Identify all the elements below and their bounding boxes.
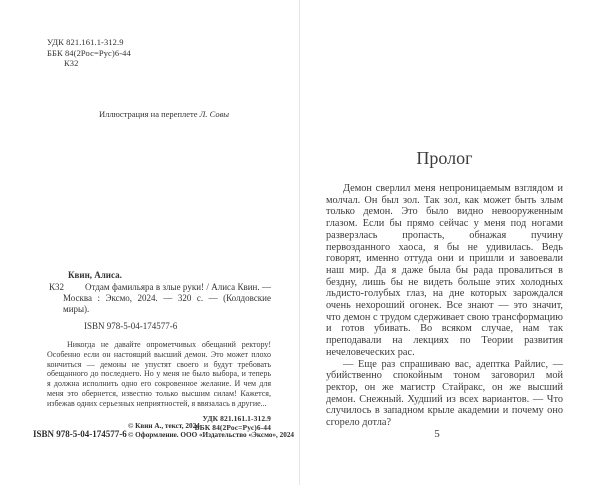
copyright-text-line: © Квин А., текст, 2024 [128,422,200,430]
annotation-text: Никогда не давайте опрометчивых обещаний ректору! Особенно если он настоящий высший демон. Это может плохо кончиться — демоны не упустят своего и будут требовать обещанного до последнего. Но у меня не было выбора, и теперь я должна исполнить одно его сокровенное желание. И чем для меня это обернется, известно только высшим силам! Кажется, избежав одних серьезных неприятностей, я ввязалась в другие... [47,340,271,408]
copyright-block [128,422,294,440]
udk-line: УДК 821.161.1-312.9 [47,37,124,47]
bbk-line: ББК 84(2Рос=Рус)6-44 [47,47,131,58]
udk-right-line: УДК 821.161.1-312.9 [202,413,271,423]
chapter-body [326,183,563,429]
illustration-credit [50,109,278,119]
copyright-design-line: © Оформление. ООО «Издательство «Эксмо», 2024 [128,431,295,440]
catalog-card [47,270,271,433]
catalog-index: К32 [49,282,65,292]
catalog-author: Квин, Алиса. [68,270,122,280]
page-number: 5 [434,428,440,440]
page-gutter-divider [299,0,300,485]
credit-prefix: Иллюстрация на переплете [98,109,200,119]
catalog-isbn: ISBN 978-5-04-174577-6 [84,321,178,331]
udk-classification-block [47,37,131,69]
catalog-description: Отдам фамильяра в злые руки! / Алиса Квин. — Москва : Эксмо, 2024. — 320 с. — (Колдовские миры). [63,282,271,314]
footer-isbn: ISBN 978-5-04-174577-6 [33,429,127,439]
body-paragraph: Демон сверлил меня непроницаемым взглядом и молчал. Он был зол. Так зол, как может быть злым только демон. Это было видно невооруженным глазом. Если бы прямо сейчас у меня под ногами разверзлась пропасть, обнажая пучину первозданного хаоса, я бы не удивилась. Ведь говорят, именно оттуда они и пришли и завоевали наш мир. Да я даже была бы рада провалиться в бездну, лишь бы не видеть больше этих холодных льдисто-голубых глаз, на дне которых зарождался очень нехороший огонек. Все знают — это значит, что демон с трудом сдерживает свою трансформацию и готов убивать. Во всяком случае, нам так преподавали на лекциях по Теории развития нечеловеческих рас. [326,183,563,358]
bbk-right-line: ББК 84(2Рос=Рус)6-44 [194,423,271,433]
body-paragraph: — Еще раз спрашиваю вас, адептка Райлис, — убийственно спокойным тоном заговорил мой ректор, он же магистр Стайракс, он же высший демон. Снежный. Худший из всех вариантов. — Что случилось в западном крыле академии и почему оно сгорело дотла? [326,358,563,429]
author-sign-line: К32 [64,58,79,69]
catalog-entry [47,282,271,315]
credit-artist: Л. Совы [199,109,230,119]
chapter-title: Пролог [416,148,473,168]
